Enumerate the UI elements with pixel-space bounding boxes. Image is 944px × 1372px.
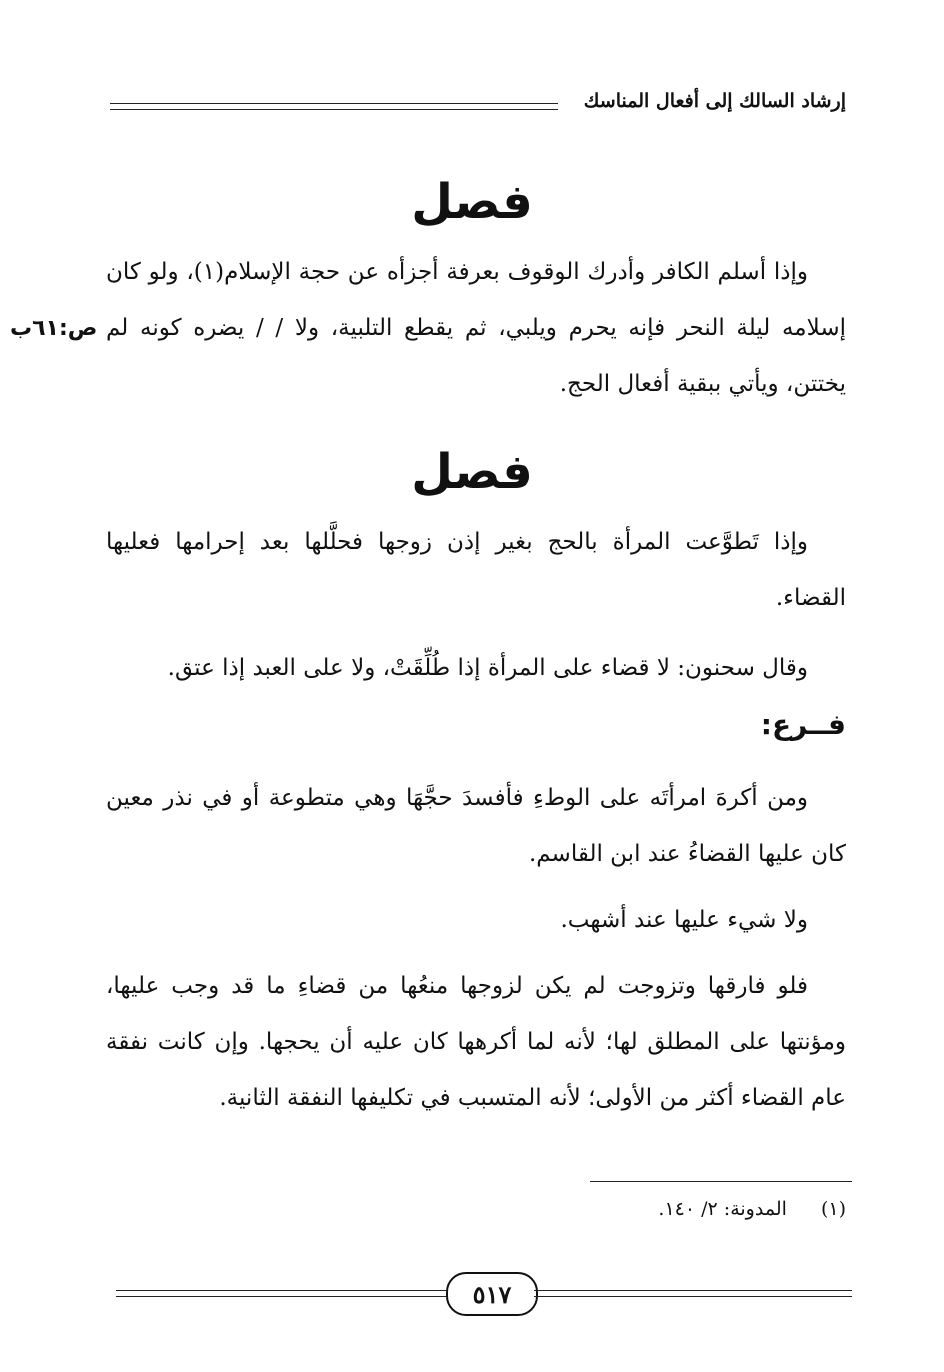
footer-rule-left xyxy=(116,1290,446,1297)
paragraph-wife-pilgrimage: وإذا تَطوَّعت المرأة بالحج بغير إذن زوجها فحلَّلها بعد إحرامها فعليها القضاء. xyxy=(106,529,846,611)
footer-rule-right xyxy=(534,1290,852,1297)
header-rule xyxy=(110,103,558,110)
footnote-number: (١) xyxy=(820,1198,846,1220)
section-heading-1: فصل xyxy=(411,174,533,230)
paragraph-sahnun: وقال سحنون: لا قضاء على المرأة إذا طُلِّقَتْ، ولا على العبد إذا عتق. xyxy=(167,655,808,681)
footnote-text: المدونة: ٢/ ١٤٠. xyxy=(658,1198,787,1220)
branch-heading: فــرع: xyxy=(760,708,846,741)
paragraph-divorce: فلو فارقها وتزوجت لم يكن لزوجها منعُها من قضاءِ ما قد وجب عليها، ومؤنتها على المطلق لها؛ لأنه لما أكرهها كان عليه أن يحجها. وإن كانت نفقة عام القضاء أكثر من الأولى؛ لأنه المتسبب في تكليفها النفقة الثانية. xyxy=(106,973,846,1111)
section-heading-2: فصل xyxy=(411,444,533,500)
paragraph-ashhab: ولا شيء عليها عند أشهب. xyxy=(560,907,808,933)
paragraph-conversion: وإذا أسلم الكافر وأدرك الوقوف بعرفة أجزأه عن حجة الإسلام(١)، ولو كان إسلامه ليلة النحر فإنه يحرم ويلبي، ثم يقطع التلبية، ولا / / يضره كونه لم يختتن، ويأتي ببقية أفعال الحج. xyxy=(106,259,846,397)
footnote-rule xyxy=(590,1181,852,1182)
paragraph-coercion: ومن أكرهَ امرأتَه على الوطءِ فأفسدَ حجَّهَا وهي متطوعة أو في نذر معين كان عليها القضاءُ عند ابن القاسم. xyxy=(106,785,846,867)
footnote xyxy=(658,1198,846,1220)
running-header xyxy=(110,90,846,120)
page-number: ٥١٧ xyxy=(446,1272,538,1316)
manuscript-folio-note: ص:٦١ب xyxy=(10,316,98,341)
header-title: إرشاد السالك إلى أفعال المناسك xyxy=(583,90,846,112)
